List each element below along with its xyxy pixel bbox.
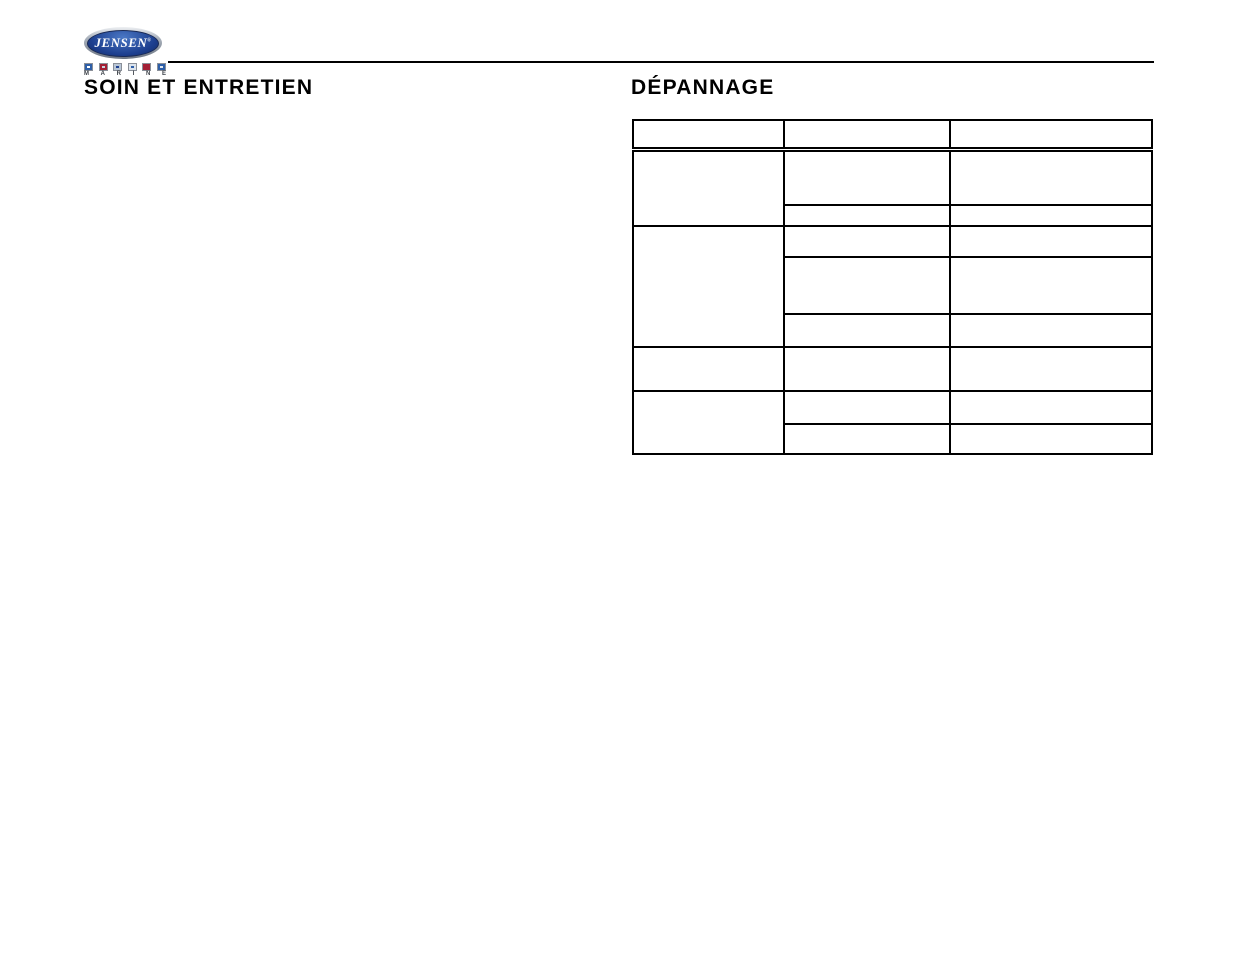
marine-letter: A — [100, 71, 105, 77]
table-cell — [950, 257, 1152, 314]
table-row — [633, 347, 1152, 391]
jensen-brand-name: JENSEN — [94, 35, 148, 50]
table-cell — [784, 424, 950, 454]
jensen-logo — [84, 27, 162, 59]
table-cell — [784, 150, 950, 205]
nautical-signal-flags — [84, 62, 166, 71]
table-cell — [950, 226, 1152, 257]
table-cell — [784, 347, 950, 391]
table-cell — [784, 314, 950, 347]
jensen-logo-text — [94, 35, 151, 51]
header-rule — [168, 61, 1154, 63]
table-cell — [633, 226, 784, 347]
table-row — [633, 391, 1152, 424]
jensen-logo-oval — [87, 30, 159, 57]
table-cell — [633, 391, 784, 454]
table-cell — [784, 257, 950, 314]
table-cell — [950, 391, 1152, 424]
marine-letter: M — [84, 71, 89, 77]
table-cell — [950, 205, 1152, 226]
signal-flag-icon — [128, 63, 137, 71]
table-cell — [950, 347, 1152, 391]
table-row — [633, 226, 1152, 257]
table-header-cell — [784, 120, 950, 150]
table-cell — [950, 424, 1152, 454]
table-row — [633, 150, 1152, 205]
table-header-cell — [950, 120, 1152, 150]
troubleshooting-table — [632, 119, 1153, 455]
signal-flag-icon — [99, 63, 108, 71]
marine-letter: E — [161, 71, 166, 77]
marine-letter: N — [145, 71, 151, 77]
table-cell — [633, 150, 784, 226]
table-header-row — [633, 120, 1152, 150]
table-cell — [633, 347, 784, 391]
registered-trademark-symbol: ® — [147, 38, 152, 44]
table-cell — [950, 150, 1152, 205]
table-cell — [950, 314, 1152, 347]
section-title-care-maintenance: SOIN ET ENTRETIEN — [84, 76, 314, 99]
marine-letter: R — [116, 71, 121, 77]
table-cell — [784, 391, 950, 424]
signal-flag-icon — [157, 63, 166, 71]
signal-flag-icon — [113, 63, 122, 71]
table-cell — [784, 226, 950, 257]
section-title-troubleshooting: DÉPANNAGE — [631, 76, 775, 99]
troubleshooting-table-container — [632, 119, 1153, 455]
table-header-cell — [633, 120, 784, 150]
signal-flag-icon — [84, 63, 93, 71]
signal-flag-icon — [142, 63, 151, 71]
table-cell — [784, 205, 950, 226]
marine-letter: I — [132, 71, 135, 77]
